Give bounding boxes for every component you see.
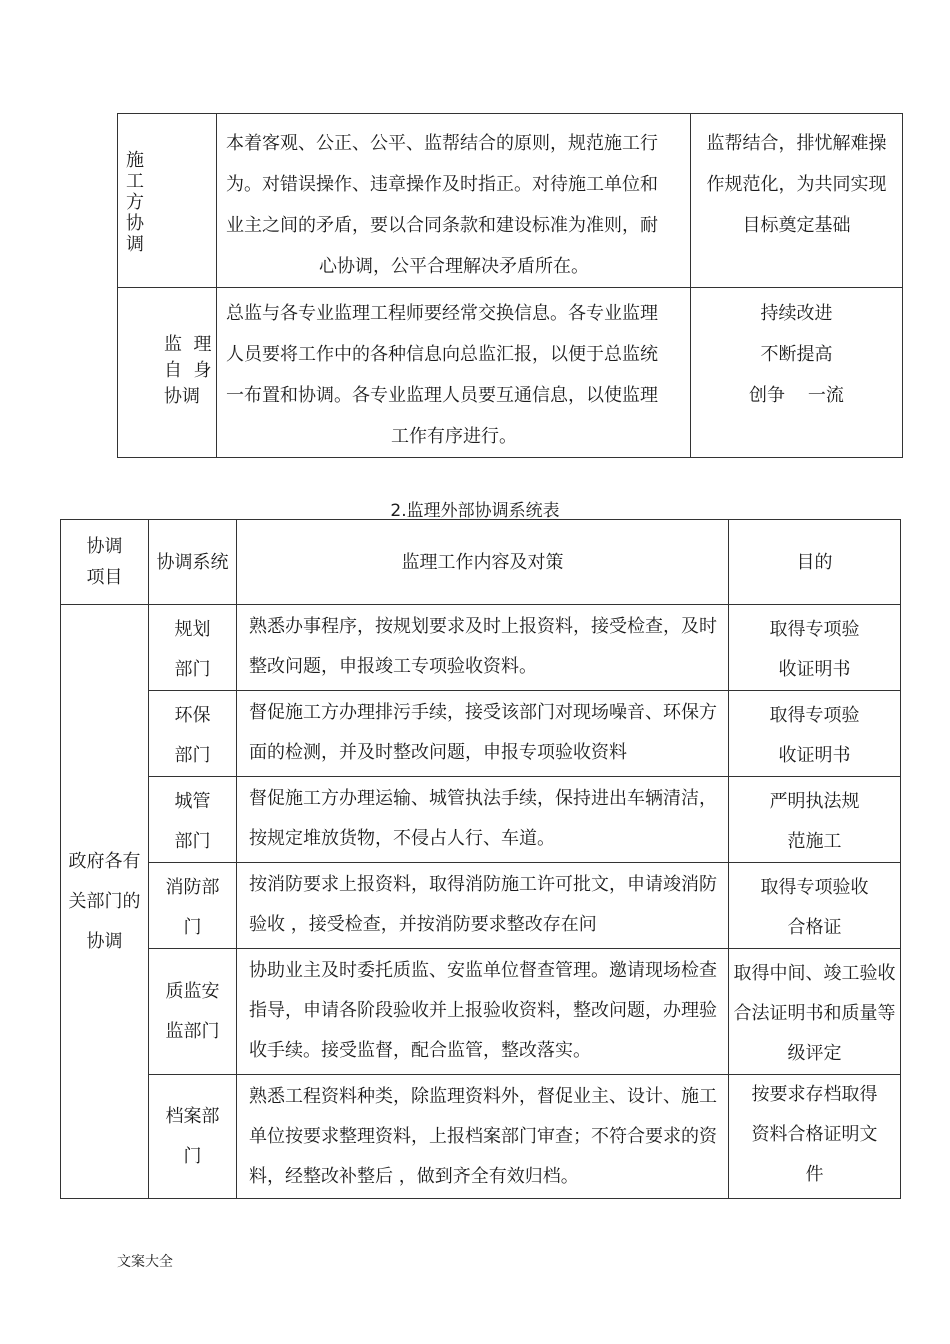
table-row-content: 熟悉工程资料种类，除监理资料外，督促业主、设计、施工单位按要求整理资料，上报档案部门审查；不符合要求的资料，经整改补整后 ，做到齐全有效归档。: [237, 1075, 729, 1199]
group-label: 政府各有关部门的协调: [61, 605, 149, 1199]
table-row-system: 质监安监部门: [149, 949, 237, 1075]
coordination-table-external: [60, 519, 901, 1199]
table-row-content: 熟悉办事程序，按规划要求及时上报资料，接受检查，及时整改问题，申报竣工专项验收资料。: [237, 605, 729, 691]
row-label-self: 监 理 自 身 协调: [118, 288, 217, 458]
table-row-system: 消防部门: [149, 863, 237, 949]
table-row-goal: 取得专项验收证明书: [729, 691, 901, 777]
row-goal-construction: 监帮结合，排忧解难操 作规范化，为共同实现 目标奠定基础: [691, 114, 903, 288]
header-content: 监理工作内容及对策: [237, 520, 729, 605]
table-row-goal: 按要求存档取得资料合格证明文件: [729, 1075, 901, 1199]
table-row-goal: 取得中间、竣工验收合法证明书和质量等级评定: [729, 949, 901, 1075]
table-row-system: 环保部门: [149, 691, 237, 777]
table-row-goal: 取得专项验收证明书: [729, 605, 901, 691]
table-title: 2.监理外部协调系统表: [390, 501, 560, 521]
row-content-self: 总监与各专业监理工程师要经常交换信息。各专业监理 人员要将工作中的各种信息向总监汇报，以便于总监统 一布置和协调。各专业监理人员要互通信息，以使监理 工作有序进行。: [217, 288, 691, 458]
table-row-content: 按消防要求上报资料，取得消防施工许可批文，申请竣消防验收 ，接受检查，并按消防要求整改存在问: [237, 863, 729, 949]
table-row-content: 督促施工方办理排污手续，接受该部门对现场噪音、环保方面的检测，并及时整改问题，申报专项验收资料: [237, 691, 729, 777]
header-item: 协调项目: [61, 520, 149, 605]
row-goal-self: 持续改进 不断提高 创争 一流: [691, 288, 903, 458]
table-row-content: 督促施工方办理运输、城管执法手续，保持进出车辆清洁，按规定堆放货物，不侵占人行、车道。: [237, 777, 729, 863]
header-goal: 目的: [729, 520, 901, 605]
table-row-goal: 严明执法规范施工: [729, 777, 901, 863]
header-system: 协调系统: [149, 520, 237, 605]
table-row-goal: 取得专项验收合格证: [729, 863, 901, 949]
coordination-table-internal: [117, 113, 903, 458]
row-content-construction: 本着客观、公正、公平、监帮结合的原则，规范施工行 为。对错误操作、违章操作及时指正。对待施工单位和 业主之间的矛盾，要以合同条款和建设标准为准则，耐 心协调，公平合理解决矛盾所在。: [217, 114, 691, 288]
table-row-system: 城管部门: [149, 777, 237, 863]
table-row-system: 档案部门: [149, 1075, 237, 1199]
footer-text: 文案大全: [117, 1254, 173, 1270]
table-row-content: 协助业主及时委托质监、安监单位督查管理。邀请现场检查指导，申请各阶段验收并上报验收资料，整改问题，办理验收手续。接受监督，配合监管，整改落实。: [237, 949, 729, 1075]
row-label-construction: 施工方协调: [118, 114, 217, 288]
table-row-system: 规划部门: [149, 605, 237, 691]
